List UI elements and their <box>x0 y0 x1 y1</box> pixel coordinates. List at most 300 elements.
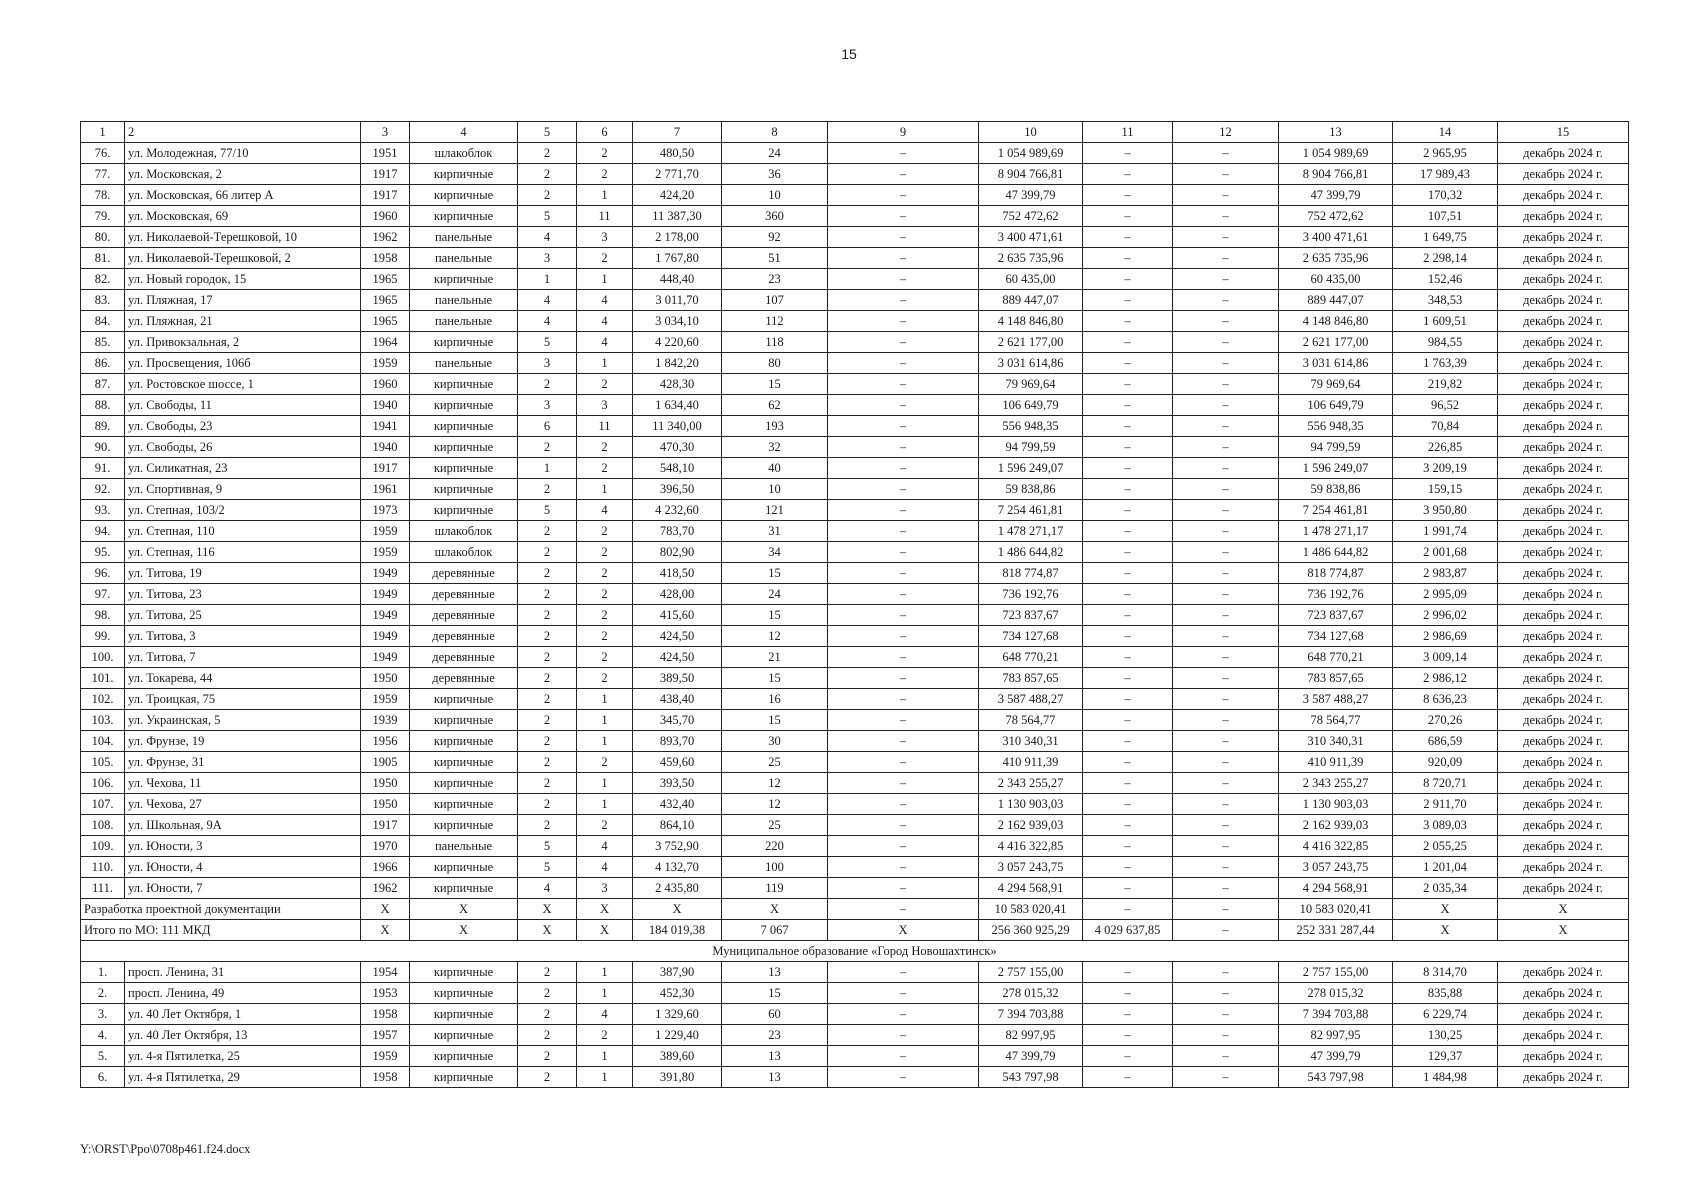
table-cell: 8 904 766,81 <box>1279 164 1393 185</box>
table-cell: 2 162 939,03 <box>979 815 1083 836</box>
table-row <box>81 605 1629 626</box>
table-cell: 1 130 903,03 <box>979 794 1083 815</box>
table-cell: – <box>1083 962 1173 983</box>
table-cell: – <box>1173 416 1279 437</box>
table-cell: декабрь 2024 г. <box>1498 836 1629 857</box>
header-row <box>81 122 1629 143</box>
table-row <box>81 374 1629 395</box>
table-cell: 360 <box>722 206 828 227</box>
table-cell: 424,50 <box>633 647 722 668</box>
table-cell: просп. Ленина, 31 <box>125 962 361 983</box>
table-cell: 15 <box>722 374 828 395</box>
table-cell: 1 <box>577 479 633 500</box>
table-cell: – <box>828 542 979 563</box>
table-cell: 10 583 020,41 <box>1279 899 1393 920</box>
table-cell: – <box>1173 584 1279 605</box>
table-cell: – <box>1173 605 1279 626</box>
table-cell: 1950 <box>361 773 410 794</box>
table-cell: 1958 <box>361 248 410 269</box>
table-cell: 310 340,31 <box>1279 731 1393 752</box>
table-cell: – <box>828 752 979 773</box>
table-cell: – <box>1173 290 1279 311</box>
table-cell: – <box>1173 395 1279 416</box>
table-cell: 82. <box>81 269 125 290</box>
table-cell: 893,70 <box>633 731 722 752</box>
table-cell: 452,30 <box>633 983 722 1004</box>
table-cell: 15 <box>722 983 828 1004</box>
table-cell: 2 <box>577 1025 633 1046</box>
table-cell: 2 635 735,96 <box>1279 248 1393 269</box>
table-cell: 1950 <box>361 794 410 815</box>
summary-label: Разработка проектной документации <box>81 899 361 920</box>
table-cell: 21 <box>722 647 828 668</box>
table-cell: кирпичные <box>410 710 518 731</box>
table-cell: 1 <box>577 794 633 815</box>
table-cell: 1. <box>81 962 125 983</box>
table-cell: 1966 <box>361 857 410 878</box>
table-cell: 32 <box>722 437 828 458</box>
table-cell: 2 <box>518 584 577 605</box>
table-cell: Х <box>577 920 633 941</box>
table-cell: 8 314,70 <box>1393 962 1498 983</box>
table-cell: ул. 4-я Пятилетка, 29 <box>125 1067 361 1088</box>
table-cell: декабрь 2024 г. <box>1498 353 1629 374</box>
table-cell: Х <box>577 899 633 920</box>
table-cell: – <box>1173 1004 1279 1025</box>
table-cell: – <box>1083 647 1173 668</box>
table-cell: Х <box>361 920 410 941</box>
table-cell: ул. Пляжная, 21 <box>125 311 361 332</box>
table-cell: кирпичные <box>410 1046 518 1067</box>
table-cell: 2. <box>81 983 125 1004</box>
table-cell: 15 <box>1498 122 1629 143</box>
table-cell: 1917 <box>361 164 410 185</box>
table-cell: 11 387,30 <box>633 206 722 227</box>
summary-label: Итого по МО: 111 МКД <box>81 920 361 941</box>
table-cell: 1949 <box>361 626 410 647</box>
table-cell: декабрь 2024 г. <box>1498 269 1629 290</box>
table-cell: 1949 <box>361 647 410 668</box>
table-cell: 3 <box>577 227 633 248</box>
table-cell: 448,40 <box>633 269 722 290</box>
table-cell: 106. <box>81 773 125 794</box>
table-cell: – <box>1173 437 1279 458</box>
table-cell: 111. <box>81 878 125 899</box>
table-cell: 783 857,65 <box>979 668 1083 689</box>
table-cell: декабрь 2024 г. <box>1498 962 1629 983</box>
table-cell: декабрь 2024 г. <box>1498 983 1629 1004</box>
table-cell: ул. Юности, 4 <box>125 857 361 878</box>
table-cell: 2 <box>518 626 577 647</box>
table-cell: декабрь 2024 г. <box>1498 857 1629 878</box>
table-cell: 76. <box>81 143 125 164</box>
table-cell: 8 <box>722 122 828 143</box>
table-cell: ул. Токарева, 44 <box>125 668 361 689</box>
table-cell: 40 <box>722 458 828 479</box>
table-cell: 2 635 735,96 <box>979 248 1083 269</box>
table-cell: 70,84 <box>1393 416 1498 437</box>
table-cell: – <box>1083 290 1173 311</box>
table-cell: ул. Титова, 3 <box>125 626 361 647</box>
table-cell: ул. Московская, 69 <box>125 206 361 227</box>
table-cell: 81. <box>81 248 125 269</box>
table-cell: 1 <box>577 731 633 752</box>
table-cell: 2 771,70 <box>633 164 722 185</box>
table-cell: 1965 <box>361 269 410 290</box>
table-cell: 1949 <box>361 584 410 605</box>
table-cell: 459,60 <box>633 752 722 773</box>
table-cell: кирпичные <box>410 500 518 521</box>
table-cell: Х <box>410 899 518 920</box>
table-cell: 424,20 <box>633 185 722 206</box>
table-cell: – <box>828 248 979 269</box>
table-cell: – <box>1083 458 1173 479</box>
table-cell: 107. <box>81 794 125 815</box>
table-cell: ул. Троицкая, 75 <box>125 689 361 710</box>
table-cell: 89. <box>81 416 125 437</box>
table-cell: 2 965,95 <box>1393 143 1498 164</box>
table-cell: 11 <box>577 206 633 227</box>
table-cell: – <box>1083 143 1173 164</box>
table-cell: 2 986,12 <box>1393 668 1498 689</box>
table-cell: – <box>828 647 979 668</box>
table-cell: кирпичные <box>410 206 518 227</box>
table-cell: 2 621 177,00 <box>1279 332 1393 353</box>
table-cell: 1 <box>577 353 633 374</box>
table-cell: панельные <box>410 836 518 857</box>
table-cell: 1905 <box>361 752 410 773</box>
table-cell: 1 478 271,17 <box>979 521 1083 542</box>
table-cell: декабрь 2024 г. <box>1498 374 1629 395</box>
footer-file-path: Y:\ORST\Ppo\0708p461.f24.docx <box>80 1142 251 1156</box>
table-cell: 15 <box>722 563 828 584</box>
table-row <box>81 773 1629 794</box>
table-cell: 23 <box>722 1025 828 1046</box>
table-cell: – <box>828 374 979 395</box>
table-cell: 7 394 703,88 <box>1279 1004 1393 1025</box>
table-cell: 3 400 471,61 <box>1279 227 1393 248</box>
table-cell: панельные <box>410 290 518 311</box>
table-cell: 91. <box>81 458 125 479</box>
table-cell: декабрь 2024 г. <box>1498 605 1629 626</box>
table-cell: 1 <box>577 710 633 731</box>
table-cell: Х <box>828 920 979 941</box>
table-cell: 1 <box>577 185 633 206</box>
table-cell: 783 857,65 <box>1279 668 1393 689</box>
table-cell: 3 <box>577 878 633 899</box>
table-cell: – <box>1173 542 1279 563</box>
table-cell: 12 <box>722 773 828 794</box>
table-cell: – <box>1173 1025 1279 1046</box>
table-row <box>81 185 1629 206</box>
table-cell: 2 <box>577 647 633 668</box>
table-cell: декабрь 2024 г. <box>1498 815 1629 836</box>
table-cell: – <box>1173 773 1279 794</box>
table-cell: 1917 <box>361 815 410 836</box>
table-row <box>81 332 1629 353</box>
table-cell: – <box>1173 920 1279 941</box>
table-cell: декабрь 2024 г. <box>1498 731 1629 752</box>
table-cell: 10 <box>979 122 1083 143</box>
table-cell: 12 <box>1173 122 1279 143</box>
table-cell: ул. Титова, 19 <box>125 563 361 584</box>
table-cell: 1959 <box>361 1046 410 1067</box>
table-cell: 889 447,07 <box>1279 290 1393 311</box>
table-cell: ул. Степная, 110 <box>125 521 361 542</box>
table-row <box>81 479 1629 500</box>
table-cell: – <box>1083 248 1173 269</box>
table-cell: – <box>1083 878 1173 899</box>
table-cell: 1 767,80 <box>633 248 722 269</box>
table-cell: 393,50 <box>633 773 722 794</box>
table-cell: Х <box>1498 920 1629 941</box>
table-cell: 4. <box>81 1025 125 1046</box>
table-cell: 14 <box>1393 122 1498 143</box>
table-cell: 2 <box>518 185 577 206</box>
table-cell: 1 842,20 <box>633 353 722 374</box>
table-cell: 59 838,86 <box>1279 479 1393 500</box>
table-cell: 389,60 <box>633 1046 722 1067</box>
table-cell: 4 <box>518 878 577 899</box>
table-cell: 3 587 488,27 <box>979 689 1083 710</box>
table-cell: 2 <box>577 164 633 185</box>
table-cell: 98. <box>81 605 125 626</box>
table-cell: 2 986,69 <box>1393 626 1498 647</box>
table-cell: 2 <box>577 563 633 584</box>
table-cell: 2 055,25 <box>1393 836 1498 857</box>
table-cell: 2 983,87 <box>1393 563 1498 584</box>
table-cell: – <box>828 479 979 500</box>
table-cell: 1917 <box>361 458 410 479</box>
table-cell: 2 621 177,00 <box>979 332 1083 353</box>
table-cell: кирпичные <box>410 395 518 416</box>
total-row <box>81 920 1629 941</box>
table-cell: 1965 <box>361 290 410 311</box>
table-cell: 1 054 989,69 <box>979 143 1083 164</box>
table-cell: – <box>1173 857 1279 878</box>
table-cell: 2 <box>518 605 577 626</box>
table-cell: – <box>828 395 979 416</box>
table-cell: 7 394 703,88 <box>979 1004 1083 1025</box>
table-cell: 2 <box>518 710 577 731</box>
table-cell: 1956 <box>361 731 410 752</box>
table-cell: 96,52 <box>1393 395 1498 416</box>
table-cell: 4 <box>577 311 633 332</box>
table-cell: 92 <box>722 227 828 248</box>
table-cell: 6. <box>81 1067 125 1088</box>
table-cell: 77. <box>81 164 125 185</box>
table-cell: – <box>1083 731 1173 752</box>
table-cell: 30 <box>722 731 828 752</box>
table-cell: Х <box>633 899 722 920</box>
table-cell: 5 <box>518 857 577 878</box>
table-cell: декабрь 2024 г. <box>1498 248 1629 269</box>
table-cell: кирпичные <box>410 773 518 794</box>
table-cell: 1939 <box>361 710 410 731</box>
table-cell: 4 416 322,85 <box>1279 836 1393 857</box>
table-cell: – <box>828 710 979 731</box>
table-row <box>81 689 1629 710</box>
table-cell: 5 <box>518 836 577 857</box>
table-cell: 79 969,64 <box>1279 374 1393 395</box>
table-cell: 3 031 614,86 <box>1279 353 1393 374</box>
table-cell: – <box>1173 815 1279 836</box>
table-cell: 920,09 <box>1393 752 1498 773</box>
table-cell: декабрь 2024 г. <box>1498 332 1629 353</box>
table-cell: 4 294 568,91 <box>979 878 1083 899</box>
table-cell: – <box>828 1025 979 1046</box>
table-cell: 818 774,87 <box>1279 563 1393 584</box>
table-cell: 278 015,32 <box>1279 983 1393 1004</box>
table-cell: 12 <box>722 626 828 647</box>
table-cell: – <box>1173 374 1279 395</box>
table-cell: просп. Ленина, 49 <box>125 983 361 1004</box>
table-cell: – <box>1083 899 1173 920</box>
table-cell: 1 229,40 <box>633 1025 722 1046</box>
table-cell: 25 <box>722 752 828 773</box>
table-row <box>81 836 1629 857</box>
table-cell: 686,59 <box>1393 731 1498 752</box>
table-cell: 4 <box>518 311 577 332</box>
table-cell: 106 649,79 <box>979 395 1083 416</box>
table-cell: 4 <box>577 500 633 521</box>
table-cell: 119 <box>722 878 828 899</box>
table-cell: ул. Московская, 2 <box>125 164 361 185</box>
table-cell: – <box>1083 563 1173 584</box>
table-cell: кирпичные <box>410 164 518 185</box>
table-row <box>81 647 1629 668</box>
table-cell: декабрь 2024 г. <box>1498 458 1629 479</box>
table-cell: 1 <box>577 1046 633 1067</box>
table-cell: 5 <box>518 332 577 353</box>
table-cell: кирпичные <box>410 731 518 752</box>
table-cell: декабрь 2024 г. <box>1498 437 1629 458</box>
table-row <box>81 1025 1629 1046</box>
table-cell: 2 <box>518 752 577 773</box>
table-cell: – <box>1083 1046 1173 1067</box>
table-cell: 2 <box>518 689 577 710</box>
table-cell: – <box>1083 374 1173 395</box>
table-cell: ул. Юности, 3 <box>125 836 361 857</box>
table-cell: 1959 <box>361 521 410 542</box>
table-cell: 93. <box>81 500 125 521</box>
table-cell: – <box>828 794 979 815</box>
table-cell: 2 <box>518 521 577 542</box>
table-cell: деревянные <box>410 605 518 626</box>
table-cell: 4 416 322,85 <box>979 836 1083 857</box>
table-cell: 1 <box>577 773 633 794</box>
table-cell: 4 <box>577 290 633 311</box>
table-cell: 87. <box>81 374 125 395</box>
table-cell: 4 <box>577 332 633 353</box>
table-cell: – <box>1173 206 1279 227</box>
table-cell: 47 399,79 <box>1279 1046 1393 1067</box>
table-cell: 59 838,86 <box>979 479 1083 500</box>
table-cell: – <box>1083 983 1173 1004</box>
table-cell: ул. Свободы, 23 <box>125 416 361 437</box>
table-cell: 723 837,67 <box>1279 605 1393 626</box>
table-cell: деревянные <box>410 563 518 584</box>
table-cell: 15 <box>722 710 828 731</box>
table-cell: панельные <box>410 353 518 374</box>
table-row <box>81 269 1629 290</box>
table-cell: 3 <box>577 395 633 416</box>
table-cell: 648 770,21 <box>979 647 1083 668</box>
table-cell: – <box>1083 521 1173 542</box>
table-cell: – <box>1173 563 1279 584</box>
table-cell: кирпичные <box>410 1067 518 1088</box>
table-cell: ул. Юности, 7 <box>125 878 361 899</box>
table-cell: 1 <box>81 122 125 143</box>
table-row <box>81 815 1629 836</box>
table-cell: декабрь 2024 г. <box>1498 710 1629 731</box>
table-cell: 2 <box>518 1004 577 1025</box>
table-cell: 2 <box>577 374 633 395</box>
table-cell: 130,25 <box>1393 1025 1498 1046</box>
table-cell: 152,46 <box>1393 269 1498 290</box>
table-cell: 438,40 <box>633 689 722 710</box>
table-cell: ул. Николаевой-Терешковой, 2 <box>125 248 361 269</box>
table-cell: – <box>828 1067 979 1088</box>
table-cell: ул. Чехова, 11 <box>125 773 361 794</box>
table-cell: 3 <box>518 353 577 374</box>
table-cell: 24 <box>722 584 828 605</box>
table-cell: 8 636,23 <box>1393 689 1498 710</box>
table-cell: – <box>1083 605 1173 626</box>
table-row <box>81 1067 1629 1088</box>
table-cell: 1 486 644,82 <box>979 542 1083 563</box>
table-cell: 9 <box>828 122 979 143</box>
table-cell: – <box>1173 185 1279 206</box>
table-cell: – <box>1173 836 1279 857</box>
table-row <box>81 521 1629 542</box>
table-cell: Х <box>1393 920 1498 941</box>
table-cell: – <box>1173 332 1279 353</box>
housing-repair-table <box>80 121 1629 1088</box>
table-row <box>81 542 1629 563</box>
table-cell: 1954 <box>361 962 410 983</box>
table-cell: – <box>1173 899 1279 920</box>
table-cell: декабрь 2024 г. <box>1498 584 1629 605</box>
table-cell: 170,32 <box>1393 185 1498 206</box>
table-cell: 734 127,68 <box>979 626 1083 647</box>
table-cell: ул. Пляжная, 17 <box>125 290 361 311</box>
table-cell: 106 649,79 <box>1279 395 1393 416</box>
table-cell: 1 596 249,07 <box>979 458 1083 479</box>
table-cell: 3 034,10 <box>633 311 722 332</box>
table-cell: 100. <box>81 647 125 668</box>
table-cell: Х <box>722 899 828 920</box>
table-cell: 1959 <box>361 689 410 710</box>
table-cell: – <box>1173 311 1279 332</box>
table-cell: 78 564,77 <box>979 710 1083 731</box>
table-cell: – <box>1083 500 1173 521</box>
table-cell: – <box>1083 416 1173 437</box>
table-cell: кирпичные <box>410 815 518 836</box>
table-cell: 3 031 614,86 <box>979 353 1083 374</box>
table-cell: 2 <box>518 668 577 689</box>
table-cell: 310 340,31 <box>979 731 1083 752</box>
table-cell: – <box>828 962 979 983</box>
table-cell: 2 162 939,03 <box>1279 815 1393 836</box>
table-cell: – <box>1083 836 1173 857</box>
table-cell: декабрь 2024 г. <box>1498 626 1629 647</box>
table-cell: – <box>1083 185 1173 206</box>
table-cell: декабрь 2024 г. <box>1498 521 1629 542</box>
table-cell: 90. <box>81 437 125 458</box>
table-cell: – <box>828 290 979 311</box>
table-cell: ул. 40 Лет Октября, 13 <box>125 1025 361 1046</box>
